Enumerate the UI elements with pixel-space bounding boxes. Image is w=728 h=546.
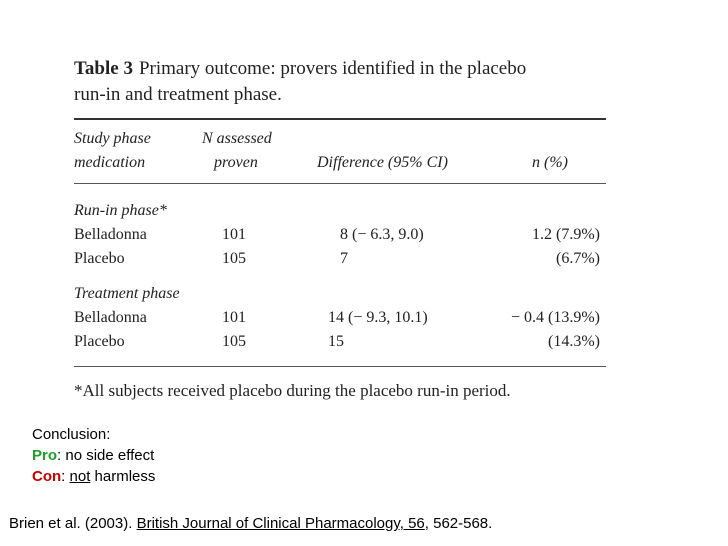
table-footnote: *All subjects received placebo during the placebo run-in period. <box>74 381 511 400</box>
row-n: 101 <box>222 309 246 326</box>
con-underlined-word: not <box>69 468 91 485</box>
citation-journal: British Journal of Clinical Pharmacology, 56 <box>136 515 425 532</box>
conclusion-heading: Conclusion: <box>32 426 111 443</box>
header-medication: medication <box>74 154 146 171</box>
row-percent: 1.2 (7.9%) <box>532 226 600 243</box>
citation-prefix: Brien et al. (2003). <box>9 515 137 532</box>
header-study-phase: Study phase <box>74 130 151 147</box>
row-medication: Belladonna <box>74 226 147 243</box>
con-label: Con <box>32 468 62 485</box>
con-text: harmless <box>90 468 156 485</box>
row-percent: (14.3%) <box>548 333 600 350</box>
header-top-rule <box>74 118 606 120</box>
citation-pages: , 562-568. <box>424 515 493 532</box>
caption-line-1 <box>74 56 606 82</box>
row-percent: (6.7%) <box>556 250 600 267</box>
row-difference: 7 <box>340 250 348 267</box>
row-n: 105 <box>222 250 246 267</box>
con-separator: : <box>61 468 70 485</box>
pro-label: Pro <box>32 447 58 464</box>
section-title-treatment: Treatment phase <box>74 285 180 302</box>
table-label: Table 3 <box>74 58 133 79</box>
row-difference: 14 (− 9.3, 10.1) <box>328 309 428 326</box>
row-n: 101 <box>222 226 246 243</box>
row-difference: 15 <box>328 333 344 350</box>
header-proven: proven <box>214 154 258 171</box>
row-medication: Placebo <box>74 333 125 350</box>
row-difference: 8 (− 6.3, 9.0) <box>340 226 424 243</box>
header-n-assessed: N assessed <box>202 130 272 147</box>
table-title-line-2: run-in and treatment phase. <box>74 84 282 105</box>
header-bottom-rule <box>74 183 606 184</box>
header-n-percent: n (%) <box>532 154 568 171</box>
conclusion-block <box>32 424 155 487</box>
header-difference: Difference (95% CI) <box>317 154 448 171</box>
table-title-line-1: Primary outcome: provers identified in the placebo <box>138 58 527 79</box>
pro-text: : no side effect <box>57 447 155 464</box>
citation <box>9 515 492 532</box>
table-caption <box>74 56 606 108</box>
row-percent: − 0.4 (13.9%) <box>510 309 600 326</box>
row-medication: Placebo <box>74 250 125 267</box>
conclusion-con-line <box>32 466 155 487</box>
section-title-run-in: Run-in phase* <box>74 202 167 219</box>
results-table <box>74 56 606 400</box>
row-n: 105 <box>222 333 246 350</box>
row-medication: Belladonna <box>74 309 147 326</box>
conclusion-pro-line <box>32 445 155 466</box>
table-bottom-rule <box>74 366 606 367</box>
